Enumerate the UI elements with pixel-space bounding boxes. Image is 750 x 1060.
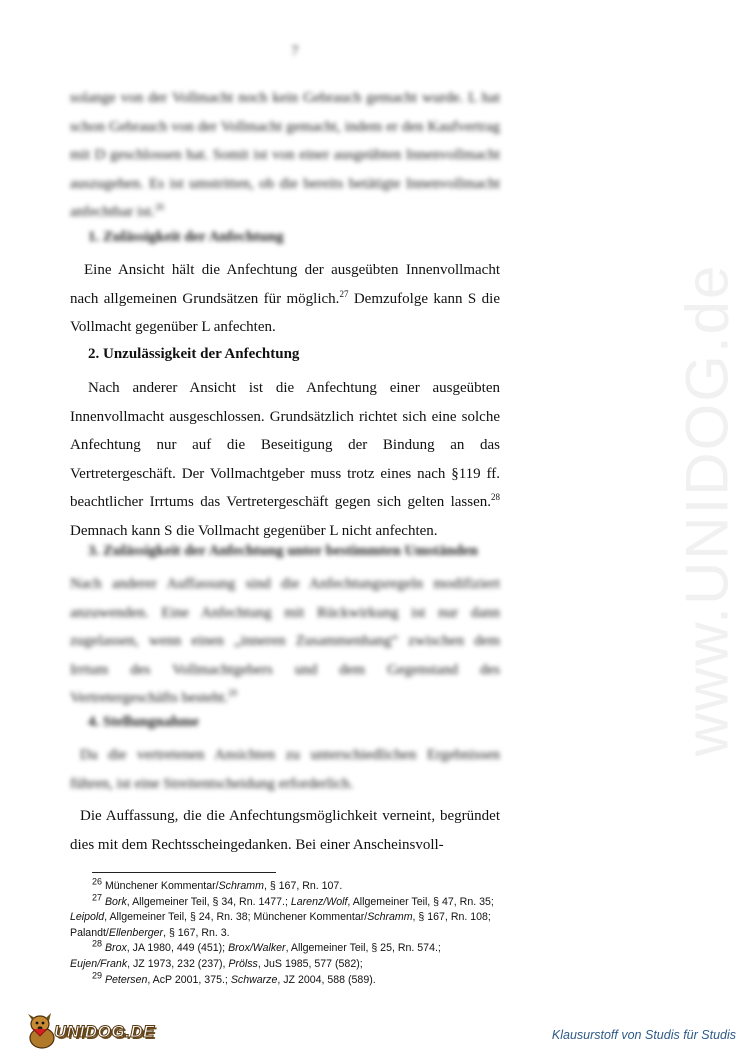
footnote-author: Schwarze <box>230 973 278 986</box>
footnote-author: Petersen <box>104 973 148 986</box>
footnote-author: Leipold <box>70 911 105 924</box>
footnote-author: Larenz/Wolf <box>290 895 348 908</box>
footnote-29 <box>70 970 500 989</box>
footnote-text: , Allgemeiner Teil, § 34, Rn. 1477.; <box>126 895 291 908</box>
footnote-text: , Allgemeiner Teil, § 24, Rn. 38; Münchener Kommentar/ <box>104 911 368 924</box>
footnote-number: 26 <box>92 876 103 887</box>
footnote-number: 28 <box>92 938 103 949</box>
footnote-author: Schramm <box>367 911 413 924</box>
footnote-text: , JZ 1973, 232 (237), <box>127 957 229 970</box>
footnote-author: Prölss <box>228 957 258 970</box>
footnote-text: , Allgemeiner Teil, § 47, Rn. 35; <box>347 895 494 908</box>
paragraph-4: Da die vertretenen Ansichten zu unterschiedlichen Ergebnissen führen, ist eine Streitentscheidung erforderlich. <box>70 747 500 792</box>
paragraph-3-text: Nach anderer Auffassung sind die Anfechtungsregeln modifiziert anzuwenden. Eine Anfechtung mit Rückwirkung ist nur dann zugelassen, wenn einen „inneren Zusammenhang“ zwischen dem Irrtum des Vollmachtgebers und dem Gegenstand des Vertretergeschäfts besteht. <box>70 576 500 706</box>
footnote-text: , § 167, Rn. 107. <box>263 880 343 892</box>
footnote-author: Eujen/Frank <box>70 957 128 970</box>
footnote-text: , § 167, Rn. 108; Palandt/ <box>70 911 491 939</box>
footnote-27 <box>70 892 500 942</box>
footnote-text: , JZ 2004, 588 (589). <box>277 973 376 986</box>
paragraph-1-text: Eine Ansicht hält die Anfechtung der ausgeübten Innenvollmacht nach allgemeinen Grundsätzen für möglich. <box>70 262 500 307</box>
footnote-text: , § 167, Rn. 3. <box>163 926 230 939</box>
paragraph-2-text: Nach anderer Ansicht ist die Anfechtung einer ausgeübten Innenvollmacht ausgeschlossen. Grundsätzlich richtet sich eine solche Anfechtung nur auf die Beseitigung der Bindung an das Vertretergeschäft. Der Vollmachtgeber muss trotz eines nach §119 ff. beachtlicher Irrtums das Vertretergeschäft gegen sich gelten lassen. <box>70 380 500 510</box>
footnote-text: Münchener Kommentar/ <box>102 880 219 892</box>
footnote-text: , AcP 2001, 375.; <box>147 973 231 986</box>
footnotes <box>70 876 500 988</box>
page-number: 7 <box>291 44 299 59</box>
dog-mascot-icon <box>28 1013 54 1048</box>
footnote-author: Bork <box>104 895 127 908</box>
heading-1: 1. Zulässigkeit der Anfechtung <box>88 229 284 245</box>
paragraph-5: Die Auffassung, die die Anfechtungsmöglichkeit verneint, begründet dies mit dem Rechtsscheingedanken. Bei einer Anscheinsvoll- <box>70 808 500 853</box>
paragraph-2 <box>70 374 500 545</box>
paragraph-3 <box>70 570 500 713</box>
footnote-text: , JA 1980, 449 (451); <box>126 942 229 955</box>
footnote-28 <box>70 938 500 972</box>
heading-2: 2. Unzulässigkeit der Anfechtung <box>88 346 300 362</box>
watermark-text: www.UNIDOG.de <box>673 263 741 757</box>
blurred-top-paragraph <box>70 84 500 227</box>
paragraph-1-tail: Demzufolge kann S die Vollmacht gegenüber L anfechten. <box>70 290 500 335</box>
blurred-paragraph-text: solange von der Vollmacht noch kein Gebrauch gemacht wurde. L hat schon Gebrauch von der Vollmacht gemacht, indem er den Kaufvertrag mit D geschlossen hat. Somit ist von einer ausgeübten Innenvollmacht auszugehen. Es ist umstritten, ob die bereits betätigte Innenvollmacht anfechtbar ist. <box>70 90 500 220</box>
footnote-26 <box>70 876 500 895</box>
footnote-author: Brox <box>104 942 127 955</box>
footnote-ref-28: 28 <box>491 492 500 502</box>
footnote-number: 27 <box>92 892 103 903</box>
footer-tagline: Klausurstoff von Studis für Studis <box>551 1028 736 1042</box>
footnote-ref-29: 29 <box>228 688 237 698</box>
heading-4: 4. Stellungnahme <box>88 714 199 730</box>
footnote-text: , Allgemeiner Teil, § 25, Rn. 574.; <box>285 942 441 955</box>
footnote-ref-26: 26 <box>154 202 164 212</box>
paragraph-2-tail: Demnach kann S die Vollmacht gegenüber L nicht anfechten. <box>70 522 438 539</box>
footnote-separator <box>92 872 276 873</box>
logo-text: UNIDOG.DE <box>54 1022 155 1041</box>
heading-3: 3. Zulässigkeit der Anfechtung unter bestimmten Umständen <box>88 543 478 559</box>
footnote-author: Schramm <box>218 880 264 892</box>
footnote-ref-27: 27 <box>339 288 349 299</box>
footnote-author: Ellenberger <box>108 926 164 939</box>
footnote-author: Brox/Walker <box>228 942 286 955</box>
footnote-number: 29 <box>92 970 103 981</box>
paragraph-1 <box>70 256 500 342</box>
footnote-text: , JuS 1985, 577 (582); <box>257 957 363 970</box>
